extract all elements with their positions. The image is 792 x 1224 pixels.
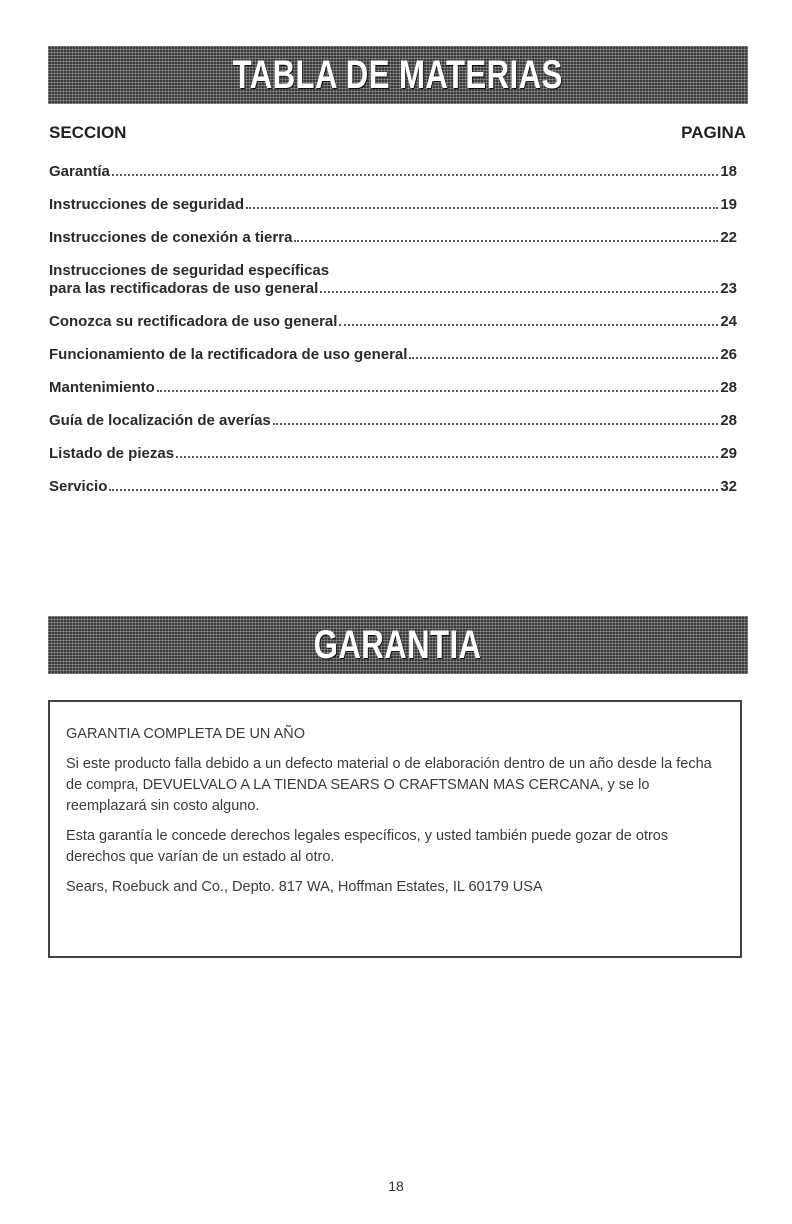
toc-item-conexion-tierra (49, 229, 737, 247)
page-number: 18 (388, 1178, 404, 1194)
toc-item-page: 28 (720, 412, 737, 429)
dot-leader (339, 324, 718, 326)
toc-item-page: 19 (720, 196, 737, 213)
toc-item-garantia (49, 163, 737, 181)
dot-leader (109, 489, 718, 491)
toc-item-text: Guía de localización de averías (49, 412, 271, 429)
dot-leader (246, 207, 718, 209)
toc-item-page: 18 (720, 163, 737, 180)
toc-item-text: Instrucciones de conexión a tierra (49, 229, 293, 246)
toc-item-page: 24 (720, 313, 737, 330)
toc-item-text: para las rectificadoras de uso general (49, 280, 319, 297)
toc-list (49, 163, 737, 511)
toc-item-page: 22 (720, 229, 737, 246)
toc-item-text-line1: Instrucciones de seguridad específicas (49, 262, 330, 279)
warranty-paragraph-1: Si este producto falla debido a un defecto material o de elaboración dentro de un año desde la fecha de compra, DEVUELVALO A LA TIENDA SEARS O CRAFTSMAN MAS CERCANA, y se lo reemplazará sin costo alguno. (66, 756, 712, 814)
warranty-paragraph-2: Esta garantía le concede derechos legales específicos, y usted también puede gozar de otros derechos que varían de un estado al otro. (66, 828, 669, 865)
dot-leader (157, 390, 718, 392)
toc-item-page: 28 (720, 379, 737, 396)
toc-item-averias (49, 412, 737, 430)
toc-banner (48, 46, 748, 104)
toc-item-text: Mantenimiento (49, 379, 155, 396)
warranty-title: GARANTIA (314, 622, 482, 667)
warranty-box (48, 700, 742, 958)
dot-leader (320, 291, 718, 293)
toc-item-page: 23 (720, 280, 737, 297)
toc-item-seguridad-especificas (49, 262, 737, 298)
warranty-heading: GARANTIA COMPLETA DE UN AÑO (66, 726, 306, 742)
toc-item-page: 29 (720, 445, 737, 462)
toc-title: TABLA DE MATERIAS (232, 52, 564, 97)
section-column-header: SECCION (49, 123, 127, 142)
dot-leader (409, 357, 718, 359)
toc-item-text: Listado de piezas (49, 445, 175, 462)
toc-item-conozca (49, 313, 737, 331)
dot-leader (273, 423, 719, 425)
toc-item-mantenimiento (49, 379, 737, 397)
page-column-header: PAGINA (681, 123, 746, 142)
toc-item-text: Conozca su rectificadora de uso general (49, 313, 338, 330)
toc-item-funcionamiento (49, 346, 737, 364)
toc-item-instrucciones-seguridad (49, 196, 737, 214)
toc-item-servicio (49, 478, 737, 496)
toc-item-page: 32 (720, 478, 737, 495)
dot-leader (294, 240, 718, 242)
toc-column-headers (49, 123, 746, 143)
toc-item-text: Servicio (49, 478, 108, 495)
toc-item-text: Instrucciones de seguridad (49, 196, 245, 213)
toc-item-text: Garantía (49, 163, 110, 180)
warranty-banner (48, 616, 748, 674)
toc-item-text: Funcionamiento de la rectificadora de uso general (49, 346, 408, 363)
warranty-address: Sears, Roebuck and Co., Depto. 817 WA, Hoffman Estates, IL 60179 USA (66, 879, 543, 895)
dot-leader (176, 456, 718, 458)
toc-item-page: 26 (720, 346, 737, 363)
dot-leader (112, 174, 718, 176)
toc-item-piezas (49, 445, 737, 463)
